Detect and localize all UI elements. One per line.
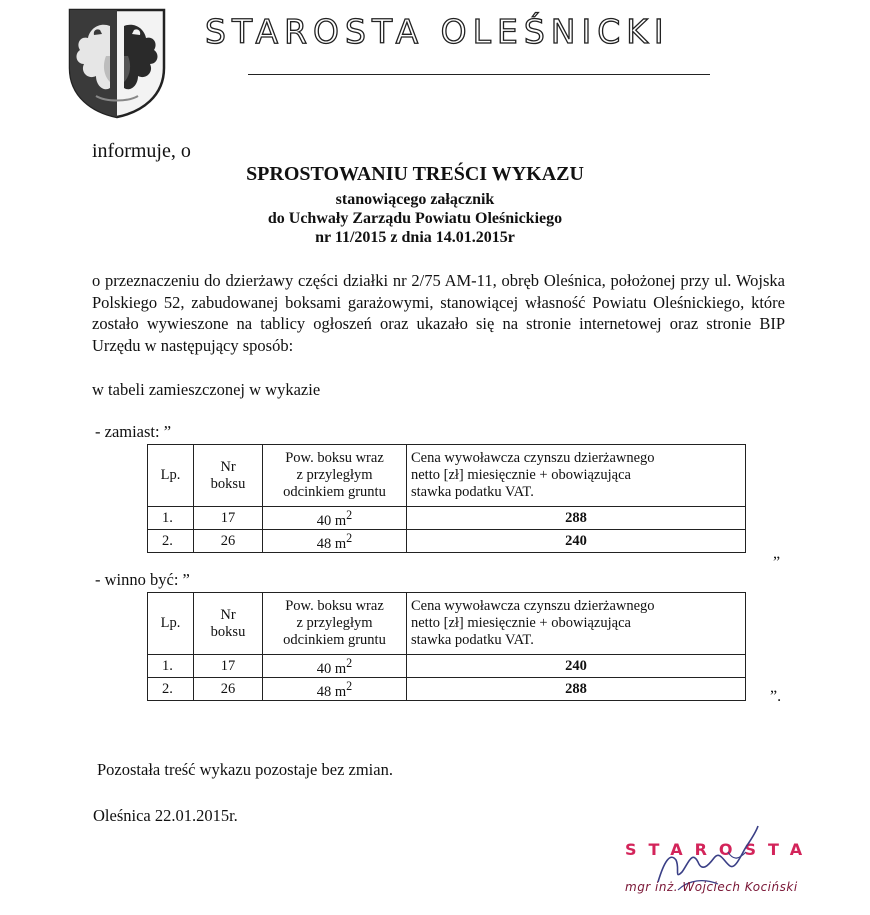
cell-area: 48 $m^2$ bbox=[263, 677, 407, 700]
heading-line-3: nr 11/2015 z dnia 14.01.2015r bbox=[315, 229, 515, 246]
cell-lp: 2. bbox=[148, 677, 194, 700]
footer-text: Pozostała treść wykazu pozostaje bez zmian. bbox=[97, 760, 393, 779]
cell-price: 288 bbox=[407, 677, 746, 700]
cell-area: 48 $m^2$ bbox=[263, 529, 407, 552]
cell-price: 240 bbox=[407, 655, 746, 678]
header-title: STAROSTA OLEŚNICKI bbox=[205, 12, 670, 51]
col-area: Pow. boksu wraz z przyległym odcinkiem gruntu bbox=[263, 593, 407, 655]
table-row bbox=[148, 677, 746, 700]
body-paragraph: o przeznaczeniu do dzierżawy części działki nr 2/75 AM-11, obręb Oleśnica, położonej przy ul. Wojska Polskiego 52, zabudowanej boksami garażowymi, stanowiącej własność Powiatu Oleśnickiego, które zostało wywieszone na tablicy ogłoszeń oraz ukazało się na stronie internetowej oraz stronie BIP Urzędu w następujący sposób: bbox=[92, 271, 785, 355]
cell-nr: 17 bbox=[194, 507, 263, 530]
closing-quote: ”. bbox=[770, 688, 782, 705]
cell-area: 40 $m^2$ bbox=[263, 655, 407, 678]
col-price: Cena wywoławcza czynszu dzierżawnego netto [zł] miesięcznie + obowiązująca stawka podatku VAT. bbox=[407, 445, 746, 507]
col-nr: Nr boksu bbox=[194, 593, 263, 655]
cell-price: 240 bbox=[407, 529, 746, 552]
header-divider bbox=[248, 74, 710, 75]
intro-text: informuje, o bbox=[92, 140, 191, 162]
section-after-label: - winno być: ” bbox=[95, 570, 190, 589]
section-before-label: - zamiast: ” bbox=[95, 422, 172, 441]
heading-line-1: stanowiącego załącznik bbox=[335, 191, 495, 208]
cell-area: 40 $m^2$ bbox=[263, 507, 407, 530]
cell-lp: 2. bbox=[148, 529, 194, 552]
table-before bbox=[147, 444, 746, 553]
closing-quote: ” bbox=[773, 554, 781, 571]
col-nr: Nr boksu bbox=[194, 445, 263, 507]
col-lp: Lp. bbox=[148, 593, 194, 655]
cell-lp: 1. bbox=[148, 507, 194, 530]
document-heading: SPROSTOWANIU TREŚCI WYKAZU bbox=[246, 163, 584, 185]
col-lp: Lp. bbox=[148, 445, 194, 507]
table-header-row bbox=[148, 445, 746, 507]
table-header-row bbox=[148, 593, 746, 655]
cell-nr: 17 bbox=[194, 655, 263, 678]
table-intro: w tabeli zamieszczonej w wykazie bbox=[92, 380, 321, 399]
table-row bbox=[148, 507, 746, 530]
table-row bbox=[148, 529, 746, 552]
stamp-title: STAROSTA bbox=[625, 840, 815, 859]
coat-of-arms-icon bbox=[66, 6, 168, 120]
col-price: Cena wywoławcza czynszu dzierżawnego netto [zł] miesięcznie + obowiązująca stawka podatku VAT. bbox=[407, 593, 746, 655]
cell-nr: 26 bbox=[194, 529, 263, 552]
place-date: Oleśnica 22.01.2015r. bbox=[93, 806, 238, 825]
cell-price: 288 bbox=[407, 507, 746, 530]
heading-line-2: do Uchwały Zarządu Powiatu Oleśnickiego bbox=[267, 210, 563, 227]
stamp-name: mgr inż. Wojciech Kociński bbox=[625, 880, 798, 894]
table-after bbox=[147, 592, 746, 701]
cell-lp: 1. bbox=[148, 655, 194, 678]
table-row bbox=[148, 655, 746, 678]
cell-nr: 26 bbox=[194, 677, 263, 700]
col-area: Pow. boksu wraz z przyległym odcinkiem gruntu bbox=[263, 445, 407, 507]
